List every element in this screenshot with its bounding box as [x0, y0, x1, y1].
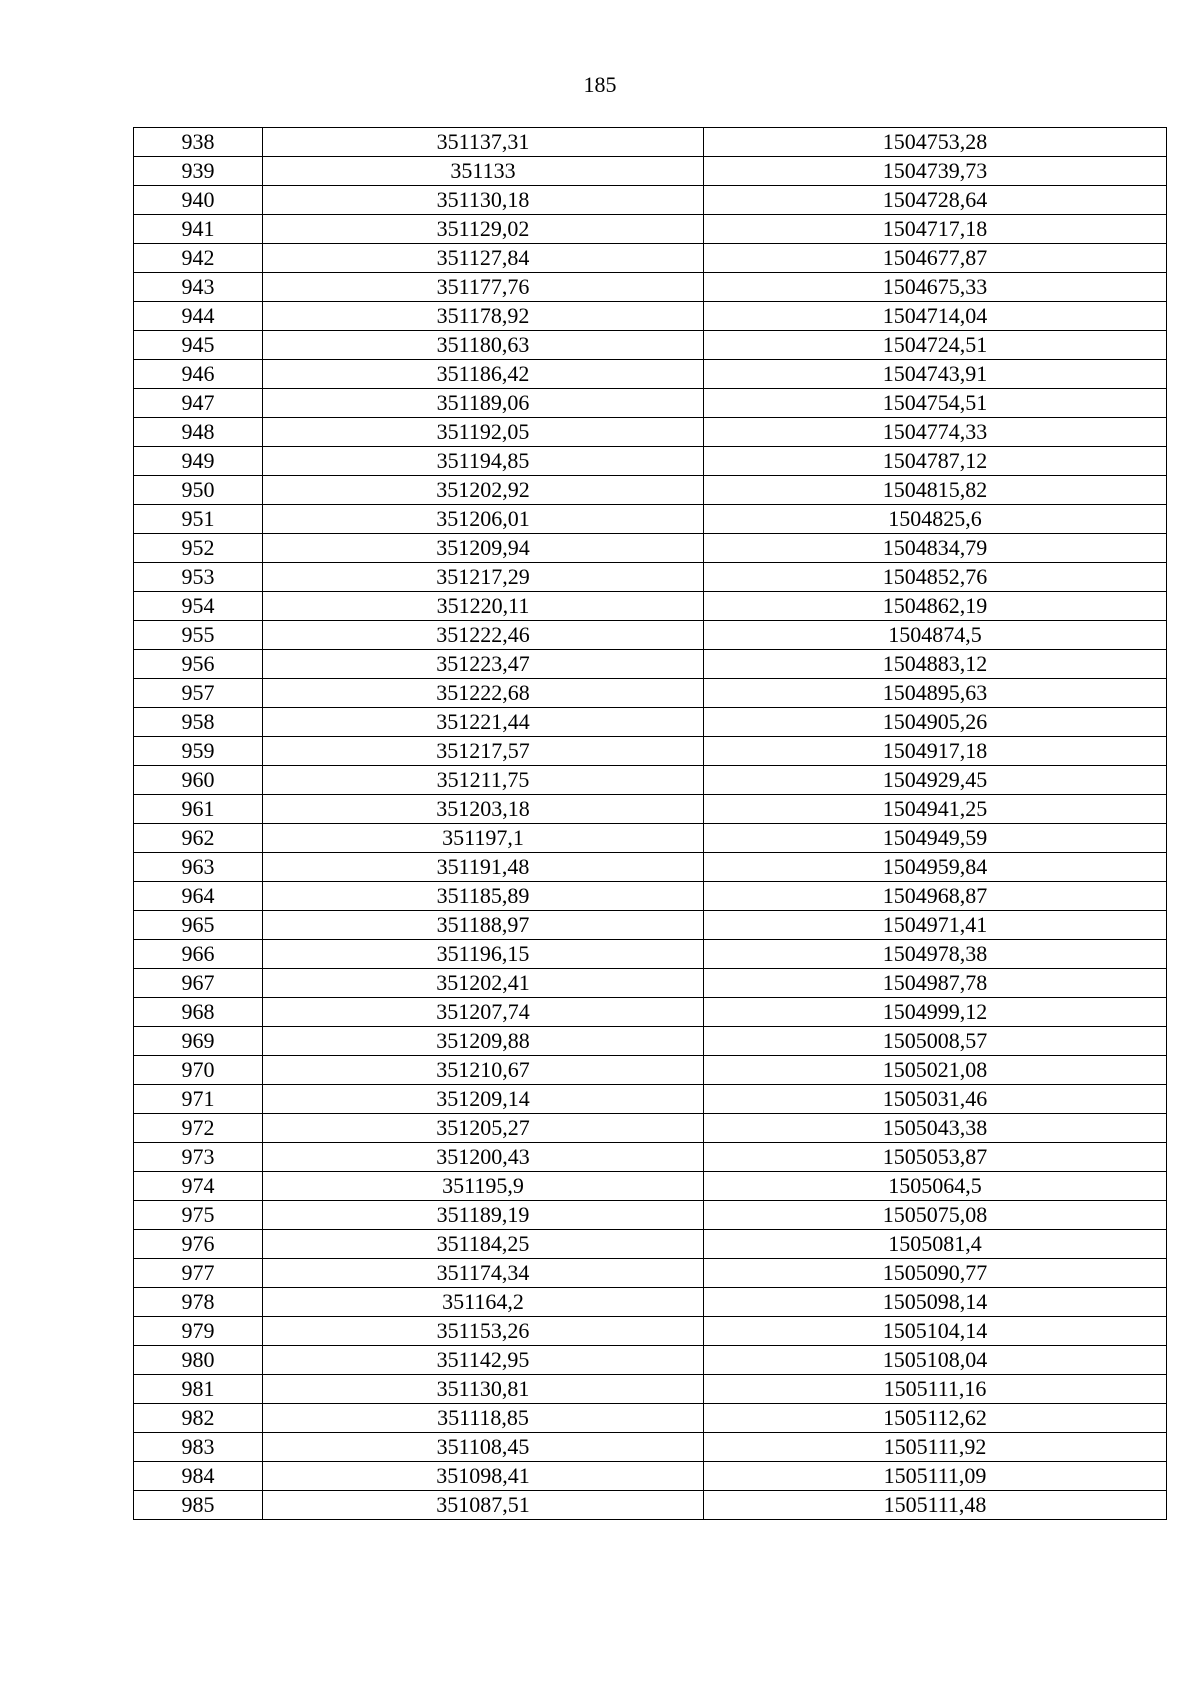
point-number-cell: 951 — [134, 505, 263, 534]
y-coordinate-cell: 1505112,62 — [704, 1404, 1167, 1433]
y-coordinate-cell: 1504968,87 — [704, 882, 1167, 911]
point-number-cell: 959 — [134, 737, 263, 766]
y-coordinate-cell: 1505111,16 — [704, 1375, 1167, 1404]
x-coordinate-cell: 351180,63 — [263, 331, 704, 360]
table-row — [134, 215, 1167, 244]
table-row — [134, 1085, 1167, 1114]
y-coordinate-cell: 1505111,48 — [704, 1491, 1167, 1520]
y-coordinate-cell: 1504874,5 — [704, 621, 1167, 650]
point-number-cell: 955 — [134, 621, 263, 650]
page-number: 185 — [583, 72, 617, 97]
table-row — [134, 1172, 1167, 1201]
y-coordinate-cell: 1504728,64 — [704, 186, 1167, 215]
table-row — [134, 650, 1167, 679]
y-coordinate-cell: 1505021,08 — [704, 1056, 1167, 1085]
point-number-cell: 981 — [134, 1375, 263, 1404]
x-coordinate-cell: 351209,94 — [263, 534, 704, 563]
table-row — [134, 128, 1167, 157]
x-coordinate-cell: 351130,18 — [263, 186, 704, 215]
x-coordinate-cell: 351098,41 — [263, 1462, 704, 1491]
y-coordinate-cell: 1505108,04 — [704, 1346, 1167, 1375]
y-coordinate-cell: 1505075,08 — [704, 1201, 1167, 1230]
y-coordinate-cell: 1504754,51 — [704, 389, 1167, 418]
y-coordinate-cell: 1504677,87 — [704, 244, 1167, 273]
y-coordinate-cell: 1504905,26 — [704, 708, 1167, 737]
y-coordinate-cell: 1505081,4 — [704, 1230, 1167, 1259]
table-row — [134, 302, 1167, 331]
x-coordinate-cell: 351211,75 — [263, 766, 704, 795]
x-coordinate-cell: 351209,88 — [263, 1027, 704, 1056]
y-coordinate-cell: 1504971,41 — [704, 911, 1167, 940]
point-number-cell: 971 — [134, 1085, 263, 1114]
x-coordinate-cell: 351137,31 — [263, 128, 704, 157]
point-number-cell: 985 — [134, 1491, 263, 1520]
y-coordinate-cell: 1505098,14 — [704, 1288, 1167, 1317]
x-coordinate-cell: 351222,46 — [263, 621, 704, 650]
y-coordinate-cell: 1504949,59 — [704, 824, 1167, 853]
y-coordinate-cell: 1505111,09 — [704, 1462, 1167, 1491]
y-coordinate-cell: 1505104,14 — [704, 1317, 1167, 1346]
coordinates-table-body — [134, 128, 1167, 1520]
y-coordinate-cell: 1504717,18 — [704, 215, 1167, 244]
x-coordinate-cell: 351087,51 — [263, 1491, 704, 1520]
y-coordinate-cell: 1504917,18 — [704, 737, 1167, 766]
x-coordinate-cell: 351197,1 — [263, 824, 704, 853]
point-number-cell: 961 — [134, 795, 263, 824]
x-coordinate-cell: 351203,18 — [263, 795, 704, 824]
x-coordinate-cell: 351194,85 — [263, 447, 704, 476]
point-number-cell: 980 — [134, 1346, 263, 1375]
point-number-cell: 947 — [134, 389, 263, 418]
x-coordinate-cell: 351188,97 — [263, 911, 704, 940]
point-number-cell: 968 — [134, 998, 263, 1027]
x-coordinate-cell: 351222,68 — [263, 679, 704, 708]
y-coordinate-cell: 1504987,78 — [704, 969, 1167, 998]
x-coordinate-cell: 351185,89 — [263, 882, 704, 911]
table-row — [134, 1201, 1167, 1230]
table-row — [134, 1143, 1167, 1172]
x-coordinate-cell: 351184,25 — [263, 1230, 704, 1259]
point-number-cell: 957 — [134, 679, 263, 708]
table-row — [134, 679, 1167, 708]
x-coordinate-cell: 351127,84 — [263, 244, 704, 273]
point-number-cell: 939 — [134, 157, 263, 186]
table-row — [134, 563, 1167, 592]
table-row — [134, 824, 1167, 853]
table-row — [134, 940, 1167, 969]
point-number-cell: 949 — [134, 447, 263, 476]
point-number-cell: 978 — [134, 1288, 263, 1317]
table-row — [134, 331, 1167, 360]
x-coordinate-cell: 351207,74 — [263, 998, 704, 1027]
point-number-cell: 944 — [134, 302, 263, 331]
x-coordinate-cell: 351202,41 — [263, 969, 704, 998]
point-number-cell: 960 — [134, 766, 263, 795]
table-row — [134, 1375, 1167, 1404]
point-number-cell: 958 — [134, 708, 263, 737]
point-number-cell: 982 — [134, 1404, 263, 1433]
point-number-cell: 954 — [134, 592, 263, 621]
table-row — [134, 1404, 1167, 1433]
table-row — [134, 505, 1167, 534]
x-coordinate-cell: 351223,47 — [263, 650, 704, 679]
point-number-cell: 969 — [134, 1027, 263, 1056]
point-number-cell: 963 — [134, 853, 263, 882]
point-number-cell: 972 — [134, 1114, 263, 1143]
y-coordinate-cell: 1504675,33 — [704, 273, 1167, 302]
point-number-cell: 938 — [134, 128, 263, 157]
y-coordinate-cell: 1504743,91 — [704, 360, 1167, 389]
y-coordinate-cell: 1504739,73 — [704, 157, 1167, 186]
x-coordinate-cell: 351191,48 — [263, 853, 704, 882]
table-row — [134, 911, 1167, 940]
point-number-cell: 964 — [134, 882, 263, 911]
x-coordinate-cell: 351108,45 — [263, 1433, 704, 1462]
point-number-cell: 953 — [134, 563, 263, 592]
table-row — [134, 1346, 1167, 1375]
y-coordinate-cell: 1504774,33 — [704, 418, 1167, 447]
point-number-cell: 974 — [134, 1172, 263, 1201]
point-number-cell: 975 — [134, 1201, 263, 1230]
x-coordinate-cell: 351217,29 — [263, 563, 704, 592]
y-coordinate-cell: 1504714,04 — [704, 302, 1167, 331]
point-number-cell: 948 — [134, 418, 263, 447]
x-coordinate-cell: 351186,42 — [263, 360, 704, 389]
point-number-cell: 965 — [134, 911, 263, 940]
table-row — [134, 969, 1167, 998]
x-coordinate-cell: 351200,43 — [263, 1143, 704, 1172]
table-row — [134, 186, 1167, 215]
table-row — [134, 621, 1167, 650]
table-row — [134, 476, 1167, 505]
table-row — [134, 882, 1167, 911]
point-number-cell: 950 — [134, 476, 263, 505]
x-coordinate-cell: 351153,26 — [263, 1317, 704, 1346]
y-coordinate-cell: 1504862,19 — [704, 592, 1167, 621]
y-coordinate-cell: 1504999,12 — [704, 998, 1167, 1027]
table-row — [134, 1230, 1167, 1259]
point-number-cell: 973 — [134, 1143, 263, 1172]
point-number-cell: 962 — [134, 824, 263, 853]
y-coordinate-cell: 1504941,25 — [704, 795, 1167, 824]
x-coordinate-cell: 351195,9 — [263, 1172, 704, 1201]
coordinates-table — [133, 127, 1167, 1520]
table-row — [134, 1317, 1167, 1346]
x-coordinate-cell: 351220,11 — [263, 592, 704, 621]
point-number-cell: 983 — [134, 1433, 263, 1462]
point-number-cell: 956 — [134, 650, 263, 679]
table-row — [134, 157, 1167, 186]
point-number-cell: 976 — [134, 1230, 263, 1259]
table-row — [134, 737, 1167, 766]
x-coordinate-cell: 351129,02 — [263, 215, 704, 244]
table-row — [134, 1462, 1167, 1491]
y-coordinate-cell: 1505064,5 — [704, 1172, 1167, 1201]
y-coordinate-cell: 1505031,46 — [704, 1085, 1167, 1114]
x-coordinate-cell: 351174,34 — [263, 1259, 704, 1288]
table-row — [134, 998, 1167, 1027]
table-row — [134, 1491, 1167, 1520]
table-row — [134, 853, 1167, 882]
y-coordinate-cell: 1505043,38 — [704, 1114, 1167, 1143]
point-number-cell: 941 — [134, 215, 263, 244]
x-coordinate-cell: 351142,95 — [263, 1346, 704, 1375]
x-coordinate-cell: 351177,76 — [263, 273, 704, 302]
y-coordinate-cell: 1504787,12 — [704, 447, 1167, 476]
y-coordinate-cell: 1504895,63 — [704, 679, 1167, 708]
table-row — [134, 244, 1167, 273]
table-row — [134, 447, 1167, 476]
table-row — [134, 1259, 1167, 1288]
y-coordinate-cell: 1504815,82 — [704, 476, 1167, 505]
point-number-cell: 940 — [134, 186, 263, 215]
x-coordinate-cell: 351118,85 — [263, 1404, 704, 1433]
x-coordinate-cell: 351206,01 — [263, 505, 704, 534]
point-number-cell: 967 — [134, 969, 263, 998]
point-number-cell: 979 — [134, 1317, 263, 1346]
x-coordinate-cell: 351192,05 — [263, 418, 704, 447]
y-coordinate-cell: 1504852,76 — [704, 563, 1167, 592]
point-number-cell: 966 — [134, 940, 263, 969]
table-row — [134, 389, 1167, 418]
table-row — [134, 1288, 1167, 1317]
table-row — [134, 592, 1167, 621]
x-coordinate-cell: 351202,92 — [263, 476, 704, 505]
x-coordinate-cell: 351130,81 — [263, 1375, 704, 1404]
x-coordinate-cell: 351217,57 — [263, 737, 704, 766]
point-number-cell: 943 — [134, 273, 263, 302]
table-row — [134, 766, 1167, 795]
point-number-cell: 945 — [134, 331, 263, 360]
table-row — [134, 1114, 1167, 1143]
y-coordinate-cell: 1505090,77 — [704, 1259, 1167, 1288]
point-number-cell: 952 — [134, 534, 263, 563]
y-coordinate-cell: 1504978,38 — [704, 940, 1167, 969]
table-row — [134, 1433, 1167, 1462]
y-coordinate-cell: 1505111,92 — [704, 1433, 1167, 1462]
x-coordinate-cell: 351164,2 — [263, 1288, 704, 1317]
y-coordinate-cell: 1504959,84 — [704, 853, 1167, 882]
x-coordinate-cell: 351189,06 — [263, 389, 704, 418]
table-row — [134, 1027, 1167, 1056]
table-row — [134, 708, 1167, 737]
point-number-cell: 946 — [134, 360, 263, 389]
table-row — [134, 273, 1167, 302]
y-coordinate-cell: 1504834,79 — [704, 534, 1167, 563]
y-coordinate-cell: 1504753,28 — [704, 128, 1167, 157]
x-coordinate-cell: 351205,27 — [263, 1114, 704, 1143]
y-coordinate-cell: 1504724,51 — [704, 331, 1167, 360]
y-coordinate-cell: 1505008,57 — [704, 1027, 1167, 1056]
y-coordinate-cell: 1505053,87 — [704, 1143, 1167, 1172]
table-row — [134, 1056, 1167, 1085]
x-coordinate-cell: 351189,19 — [263, 1201, 704, 1230]
point-number-cell: 977 — [134, 1259, 263, 1288]
table-row — [134, 534, 1167, 563]
point-number-cell: 984 — [134, 1462, 263, 1491]
x-coordinate-cell: 351196,15 — [263, 940, 704, 969]
y-coordinate-cell: 1504825,6 — [704, 505, 1167, 534]
table-row — [134, 360, 1167, 389]
x-coordinate-cell: 351178,92 — [263, 302, 704, 331]
x-coordinate-cell: 351221,44 — [263, 708, 704, 737]
y-coordinate-cell: 1504883,12 — [704, 650, 1167, 679]
table-row — [134, 795, 1167, 824]
x-coordinate-cell: 351209,14 — [263, 1085, 704, 1114]
y-coordinate-cell: 1504929,45 — [704, 766, 1167, 795]
point-number-cell: 942 — [134, 244, 263, 273]
x-coordinate-cell: 351133 — [263, 157, 704, 186]
point-number-cell: 970 — [134, 1056, 263, 1085]
x-coordinate-cell: 351210,67 — [263, 1056, 704, 1085]
table-row — [134, 418, 1167, 447]
